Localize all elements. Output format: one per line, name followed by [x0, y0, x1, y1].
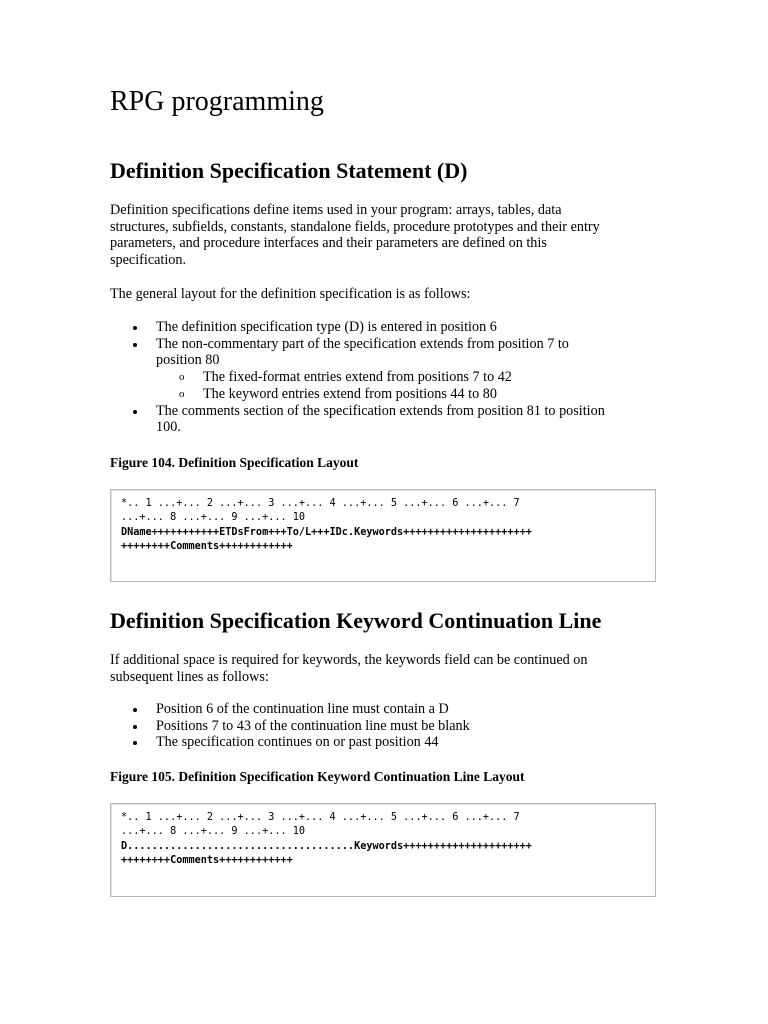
code-line: ...+... 8 ...+... 9 ...+... 10	[121, 512, 306, 524]
section1-intro-paragraph	[110, 202, 658, 269]
paragraph-line: structures, subfields, constants, standalone fields, procedure prototypes and their entry	[110, 218, 600, 235]
figure-caption: Figure 104. Definition Specification Layout	[110, 455, 359, 470]
section-heading-keyword-continuation: Definition Specification Keyword Continuation Line	[110, 608, 602, 633]
code-line: *.. 1 ...+... 2 ...+... 3 ...+... 4 ...+... 5 ...+... 6 ...+... 7	[121, 812, 520, 823]
list-item: The specification continues on or past position 44	[110, 734, 658, 751]
code-line: D.....................................Keywords+++++++++++++++++++++	[121, 840, 532, 852]
paragraph-line: If additional space is required for keywords, the keywords field can be continued on	[110, 652, 588, 668]
code-line: DName+++++++++++ETDsFrom+++To/L+++IDc.Keywords+++++++++++++++++++++	[121, 526, 532, 538]
continuation-bullet-list	[110, 701, 658, 751]
code-line: ++++++++Comments++++++++++++	[121, 541, 293, 553]
section-heading-definition-spec: Definition Specification Statement (D)	[110, 158, 468, 183]
paragraph-line: subsequent lines as follows:	[110, 668, 269, 685]
list-item: The comments section of the specification extends from position 81 to position 100.	[110, 403, 658, 436]
paragraph-line: specification.	[110, 252, 187, 269]
layout-intro-paragraph: The general layout for the definition specification is as follows:	[110, 286, 471, 302]
sub-bullet-list	[156, 369, 658, 402]
sub-list-item: o The fixed-format entries extend from positions 7 to 42	[156, 369, 658, 386]
layout-bullet-list	[110, 319, 658, 436]
list-item: The definition specification type (D) is entered in position 6	[110, 319, 658, 336]
code-block	[110, 489, 656, 582]
list-item: Positions 7 to 43 of the continuation line must be blank	[110, 718, 658, 735]
code-block	[110, 803, 656, 897]
code-line: ++++++++Comments++++++++++++	[121, 855, 293, 867]
page-title: RPG programming	[110, 86, 324, 117]
figure-caption: Figure 105. Definition Specification Keyword Continuation Line Layout	[110, 769, 525, 784]
sub-list-item: o The keyword entries extend from positions 44 to 80	[156, 386, 658, 403]
code-line: *.. 1 ...+... 2 ...+... 3 ...+... 4 ...+... 5 ...+... 6 ...+... 7	[121, 498, 520, 509]
list-item: Position 6 of the continuation line must contain a D	[110, 701, 658, 718]
code-line: ...+... 8 ...+... 9 ...+... 10	[121, 826, 306, 838]
list-item: The non-commentary part of the specification extends from position 7 to position 80 o The fixed-format entries extend from positions 7 to 42 o The keyword entries extend from positions 44 to 80	[110, 336, 658, 403]
section2-intro-paragraph	[110, 652, 658, 685]
paragraph-line: parameters, and procedure interfaces and their parameters are defined on this	[110, 235, 547, 252]
paragraph-line: Definition specifications define items used in your program: arrays, tables, data	[110, 202, 562, 218]
